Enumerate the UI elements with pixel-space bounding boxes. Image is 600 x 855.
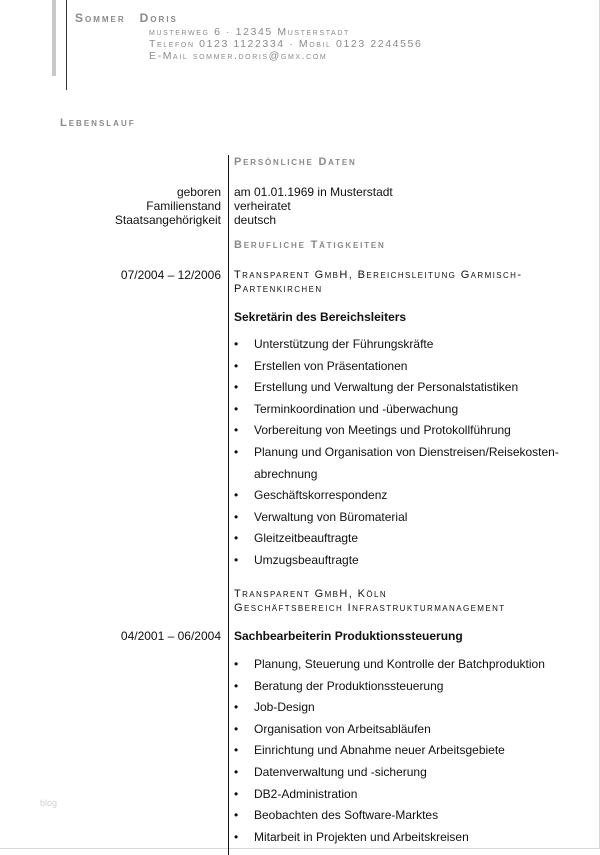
job-period: 07/2004 – 12/2006 <box>120 268 221 282</box>
task-item: • Job-Design <box>234 697 545 719</box>
label-nationality: Staatsangehörigkeit <box>114 213 221 227</box>
firstname: Doris <box>139 11 178 25</box>
surname: Sommer <box>75 11 126 25</box>
job-role: Sachbearbeiterin Produktionssteuerung <box>234 629 463 643</box>
label-marital-status: Familienstand <box>146 199 221 213</box>
document-title: Lebenslauf <box>60 117 136 129</box>
task-item: • DB2-Administration <box>234 784 545 806</box>
job-tasks <box>234 654 545 848</box>
task-item: • Planung und Organisation von Dienstreisen/Reisekosten- <box>234 442 559 464</box>
task-item: • Erstellen von Präsentationen <box>234 356 559 378</box>
task-item: • Datenverwaltung und -sicherung <box>234 762 545 784</box>
header-accent-line <box>66 0 67 90</box>
task-item: • Organisation von Arbeitsabläufen <box>234 719 545 741</box>
applicant-name <box>75 11 192 25</box>
company-line: Partenkirchen <box>234 283 323 295</box>
work-experience-heading: Berufliche Tätigkeiten <box>234 239 386 251</box>
job-tasks <box>234 334 559 572</box>
header-accent-bar <box>52 0 56 76</box>
company-line: Geschäftsbereich Infrastrukturmanagement <box>234 602 506 614</box>
task-item: • Verwaltung von Büromaterial <box>234 507 559 529</box>
task-item: • Geschäftskorrespondenz <box>234 485 559 507</box>
task-item: • Erstellung und Verwaltung der Personalstatistiken <box>234 377 559 399</box>
task-item: • Mitarbeit in Projekten und Arbeitskreisen <box>234 827 545 849</box>
task-item: • Unterstützung der Führungskräfte <box>234 334 559 356</box>
watermark: blog <box>40 798 58 808</box>
task-item: • Terminkoordination und -überwachung <box>234 399 559 421</box>
personal-data-heading: Persönliche Daten <box>234 156 357 168</box>
task-item: • Umzugsbeauftragte <box>234 550 559 572</box>
value-nationality: deutsch <box>234 213 277 227</box>
company-line: Transparent GmbH, Bereichsleitung Garmisch- <box>234 269 523 281</box>
job-company <box>234 268 522 296</box>
task-item: • Planung, Steuerung und Kontrolle der Batchproduktion <box>234 654 545 676</box>
task-item: • Vorbereitung von Meetings und Protokollführung <box>234 420 559 442</box>
address-line: musterweg 6 · 12345 Musterstadt <box>149 26 350 38</box>
phone-line: Telefon 0123 1122334 · Mobil 0123 2244556 <box>149 38 423 50</box>
task-item: • Gleitzeitbeauftragte <box>234 528 559 550</box>
company-line: Transparent GmbH, Köln <box>234 588 388 600</box>
task-item-continuation <box>234 464 559 486</box>
value-marital-status: verheiratet <box>234 199 291 213</box>
task-item: • Beobachten des Software-Marktes <box>234 805 545 827</box>
task-item: • Einrichtung und Abnahme neuer Arbeitsgebiete <box>234 740 545 762</box>
job-company <box>234 587 506 615</box>
task-continuation-text: abrechnung <box>254 466 318 481</box>
job-period: 04/2001 – 06/2004 <box>120 629 221 643</box>
task-item: • Beratung der Produktionssteuerung <box>234 676 545 698</box>
label-born: geboren <box>176 185 221 199</box>
job-role: Sekretärin des Bereichsleiters <box>234 310 407 324</box>
value-born: am 01.01.1969 in Musterstadt <box>234 185 393 199</box>
email-line: E-Mail sommer.doris@gmx.com <box>149 50 328 62</box>
column-divider <box>228 155 229 855</box>
